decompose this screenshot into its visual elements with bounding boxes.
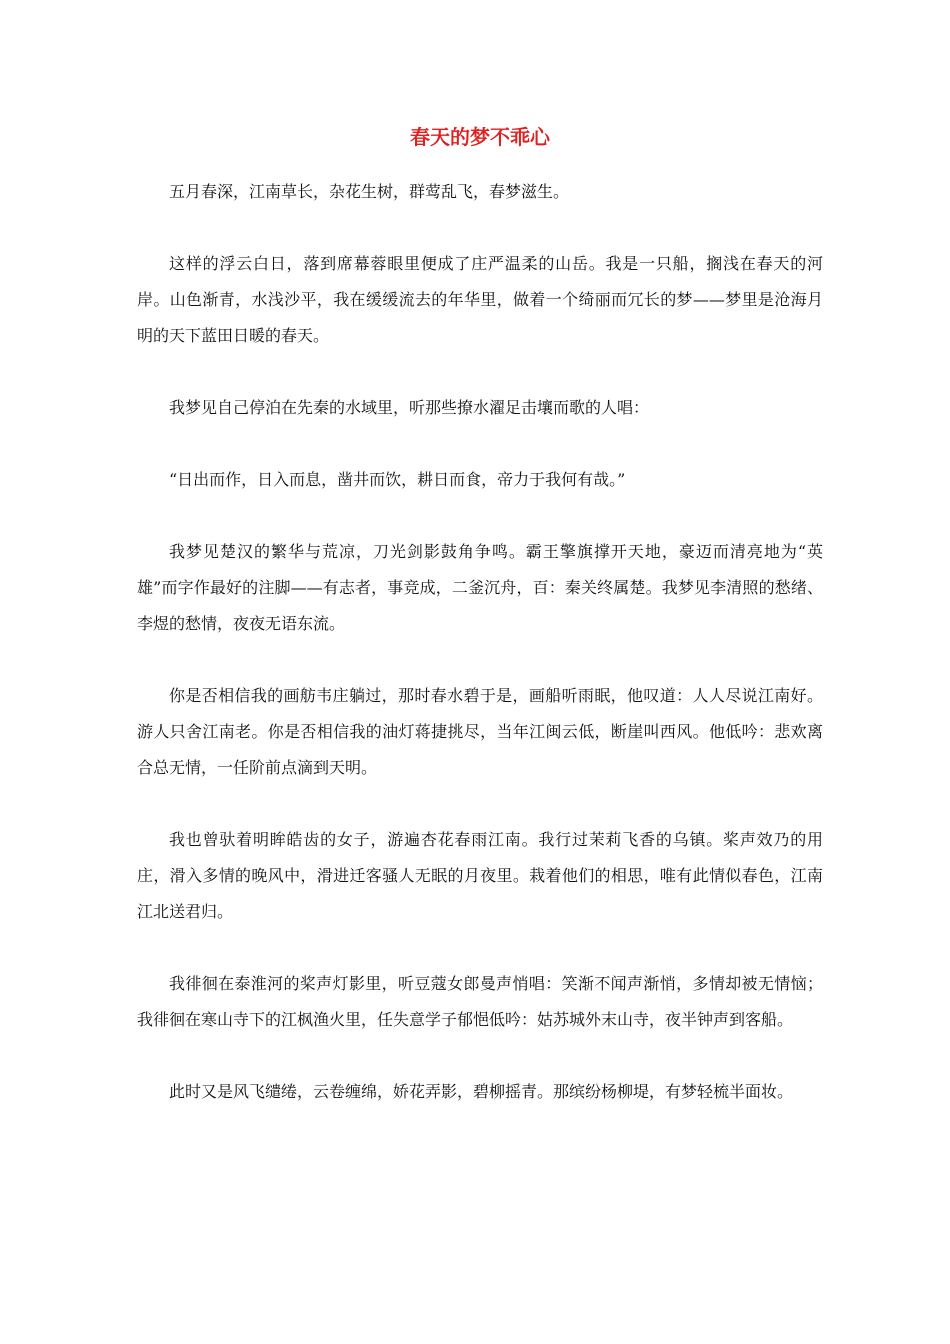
paragraph-6: 你是否相信我的画舫韦庄躺过，那时春水碧于是，画船听雨眠，他叹道：人人尽说江南好。游人只舍江南老。你是否相信我的油灯蒋捷挑尽，当年江闽云低，断崖叫西风。他低吟：悲欢离合总无情，一任阶前点滴到天明。: [137, 686, 823, 777]
paragraph-9: 此时又是风飞缱绻，云卷缠绵，娇花弄影，碧柳摇青。那缤纷杨柳堤，有梦轻梳半面妆。: [169, 1082, 794, 1101]
paragraph-7: 我也曾驮着明眸皓齿的女子，游遍杏花春雨江南。我行过茉莉飞香的乌镇。桨声效乃的用庄，滑入多情的晚风中，滑进迁客骚人无眠的月夜里。栽着他们的相思，唯有此情似春色，江南江北送君归。: [137, 830, 823, 921]
paragraph-2: 这样的浮云白日，落到席幕蓉眼里便成了庄严温柔的山岳。我是一只船，搁浅在春天的河岸。山色渐青，水浅沙平，我在缓缓流去的年华里，做着一个绮丽而冗长的梦——梦里是沧海月明的天下蓝田日暖的春天。: [137, 254, 823, 345]
paragraph-8: 我徘徊在泰淮河的桨声灯影里，听豆蔻女郎曼声悄唱：笑渐不闻声渐悄，多情却被无情恼；我徘徊在寒山寺下的江枫渔火里，任失意学子郁悒低吟：姑苏城外末山寺，夜半钟声到客船。: [137, 974, 823, 1029]
paragraph-5: 我梦见楚汉的繁华与荒凉，刀光剑影鼓角争鸣。霸王擎旗撑开天地，豪迈而清亮地为“英雄”而字作最好的注脚——有志者，事竞成，二釜沉舟，百：秦关终属楚。我梦见李清照的愁绪、李煜的愁情，夜夜无语东流。: [137, 542, 823, 633]
paragraph-3: 我梦见自己停泊在先秦的水域里，听那些撩水濯足击壤而歌的人唱：: [169, 398, 650, 417]
paragraph-1: 五月春深，江南草长，杂花生树，群莺乱飞，春梦滋生。: [169, 182, 570, 201]
paragraph-4-quote: “日出而作，日入而息，凿井而饮，耕日而食，帝力于我何有哉。”: [169, 470, 626, 489]
document-title: 春天的梦不乖心: [410, 125, 550, 149]
